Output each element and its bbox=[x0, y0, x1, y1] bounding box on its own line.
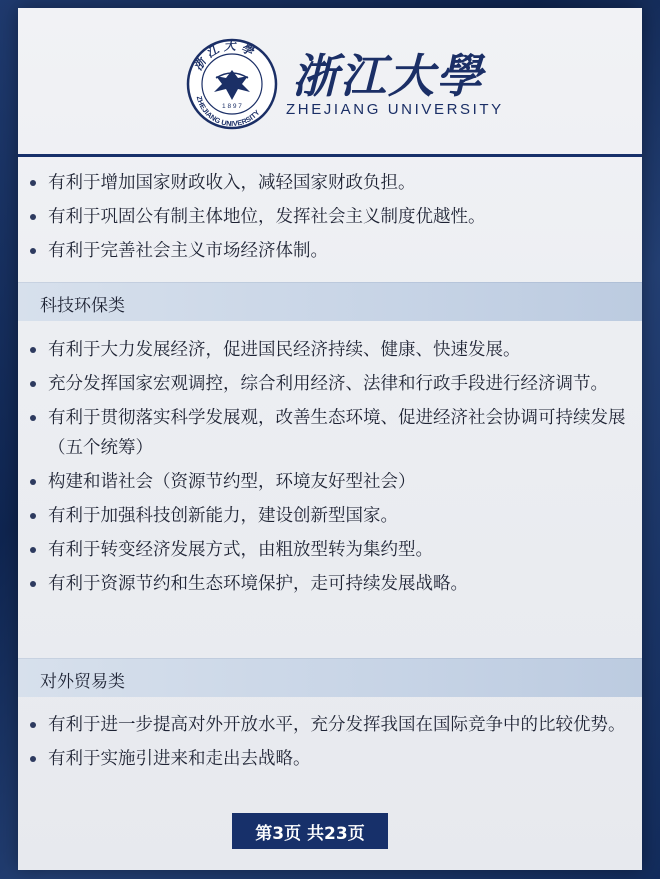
list-item: 有利于完善社会主义市场经济体制。 bbox=[18, 236, 642, 266]
bullet-icon bbox=[30, 248, 36, 254]
bullet-icon bbox=[30, 756, 36, 762]
list-item: 有利于巩固公有制主体地位，发挥社会主义制度优越性。 bbox=[18, 202, 642, 232]
university-english-name: ZHEJIANG UNIVERSITY bbox=[286, 101, 504, 118]
bullet-icon bbox=[30, 180, 36, 186]
bullet-icon bbox=[30, 347, 36, 353]
list-item: 有利于贯彻落实科学发展观，改善生态环境、促进经济社会协调可持续发展（五个统筹） bbox=[18, 403, 642, 463]
list-item: 有利于资源节约和生态环境保护，走可持续发展战略。 bbox=[18, 569, 642, 599]
section-header-tech-environment bbox=[18, 282, 642, 321]
header-divider bbox=[18, 154, 642, 157]
intro-bullet-list bbox=[18, 168, 642, 270]
university-header bbox=[18, 8, 642, 154]
svg-text:1 8 9 7: 1 8 9 7 bbox=[222, 103, 242, 110]
bullet-icon bbox=[30, 415, 36, 421]
list-item: 有利于增加国家财政收入，减轻国家财政负担。 bbox=[18, 168, 642, 198]
list-item: 有利于进一步提高对外开放水平，充分发挥我国在国际竞争中的比较优势。 bbox=[18, 710, 642, 740]
section-title: 科技环保类 bbox=[40, 296, 125, 316]
list-item: 有利于大力发展经济，促进国民经济持续、健康、快速发展。 bbox=[18, 335, 642, 365]
bullet-icon bbox=[30, 479, 36, 485]
university-seal-logo bbox=[186, 38, 278, 130]
list-item: 有利于转变经济发展方式，由粗放型转为集约型。 bbox=[18, 535, 642, 565]
svg-text:浙江大學: 浙江大學 bbox=[292, 49, 484, 102]
section-header-foreign-trade bbox=[18, 658, 642, 697]
bullet-icon bbox=[30, 381, 36, 387]
bullet-icon bbox=[30, 547, 36, 553]
svg-text:浙 江 大 學: 浙 江 大 學 bbox=[190, 38, 256, 73]
list-item: 有利于加强科技创新能力，建设创新型国家。 bbox=[18, 501, 642, 531]
list-item: 充分发挥国家宏观调控，综合利用经济、法律和行政手段进行经济调节。 bbox=[18, 369, 642, 399]
section-title: 对外贸易类 bbox=[40, 672, 125, 692]
page-indicator: 第3页 共23页 bbox=[232, 813, 388, 849]
bullet-icon bbox=[30, 581, 36, 587]
foreign-trade-bullet-list bbox=[18, 710, 642, 778]
university-calligraphy-wordmark bbox=[288, 46, 498, 102]
bullet-icon bbox=[30, 513, 36, 519]
bullet-icon bbox=[30, 722, 36, 728]
svg-text:ZHEJIANG UNIVERSITY: ZHEJIANG UNIVERSITY bbox=[194, 95, 262, 129]
list-item: 构建和谐社会（资源节约型，环境友好型社会） bbox=[18, 467, 642, 497]
tech-environment-bullet-list bbox=[18, 335, 642, 603]
document-page bbox=[18, 8, 642, 870]
bullet-icon bbox=[30, 214, 36, 220]
list-item: 有利于实施引进来和走出去战略。 bbox=[18, 744, 642, 774]
